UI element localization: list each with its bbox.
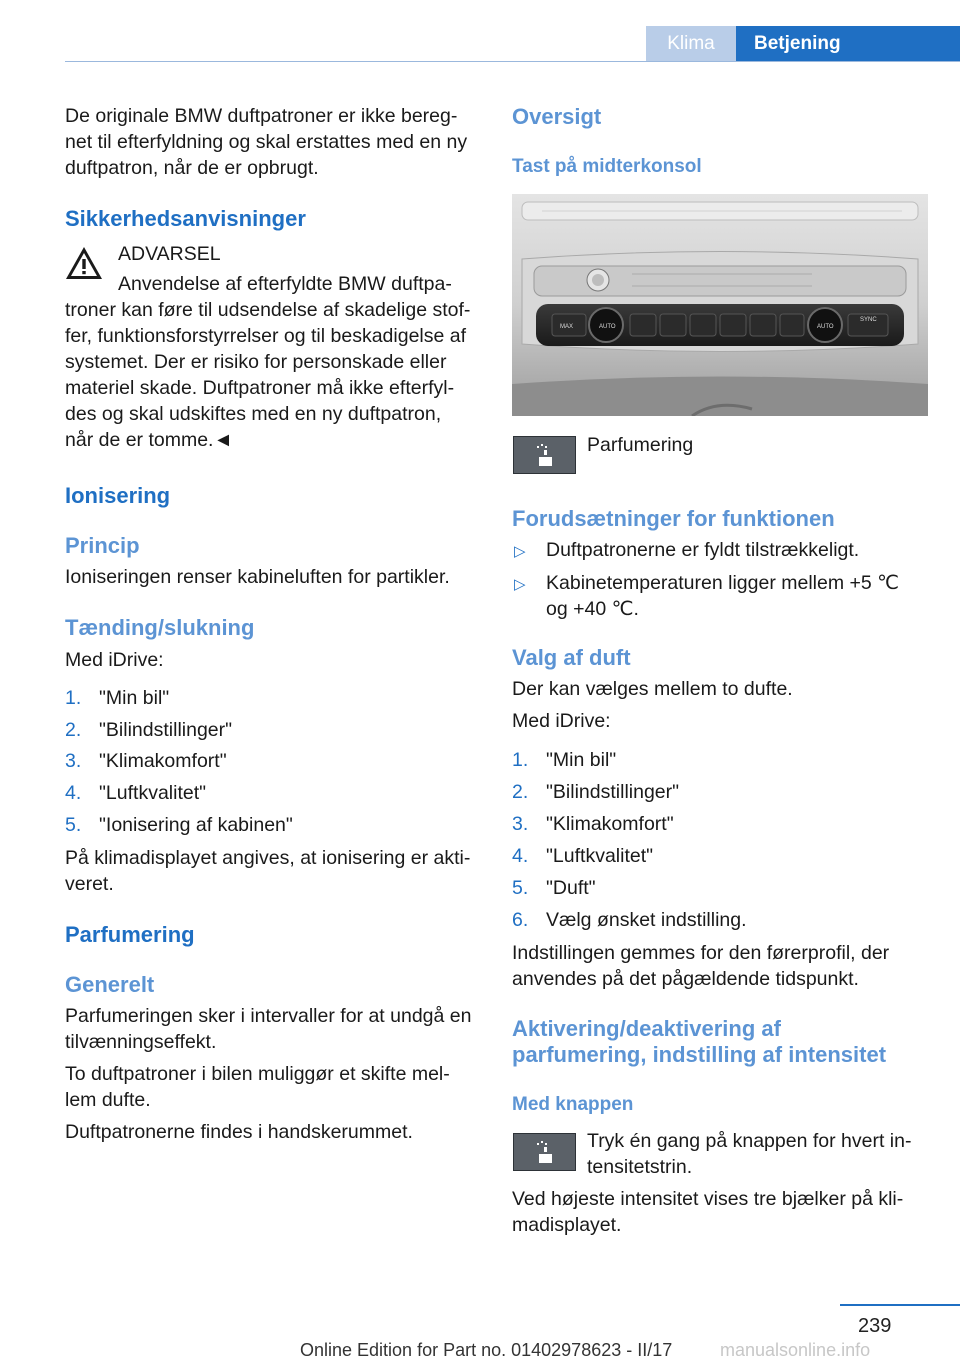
warning-line-3: fer, funktionsforstyrrelser og til beskadigelse af	[65, 325, 467, 347]
ion-note-line-1: På klimadisplayet angives, at ionisering er akti-	[65, 847, 471, 869]
press-line-1: Tryk én gang på knappen for hvert in-	[587, 1130, 912, 1152]
header-section-tab: Klima	[646, 26, 736, 61]
intro-line-2: net til efterfyldning og skal erstattes med en ny	[65, 131, 468, 153]
triangle-bullet-icon: ▷	[514, 543, 526, 560]
idrive-label-right: Med iDrive:	[512, 710, 611, 732]
perfume-button-icon	[513, 436, 576, 474]
list-text: Duftpatronerne er fyldt tilstrækkeligt.	[546, 539, 860, 561]
list-number: 6.	[512, 909, 529, 931]
list-text: "Min bil"	[99, 687, 170, 709]
stored-line-2: anvendes på det pågældende tidspunkt.	[512, 968, 859, 990]
warning-line-4: systemet. Der er risiko for personskade eller	[65, 351, 447, 373]
max-line-1: Ved højeste intensitet vises tre bjælker på kli-	[512, 1188, 904, 1210]
perfume-button-icon	[513, 1133, 576, 1171]
oversigt-heading: Oversigt	[512, 104, 602, 129]
list-text: Vælg ønsket indstilling.	[546, 909, 747, 931]
intro-line-1: De originale BMW duftpatroner er ikke bereg-	[65, 105, 458, 127]
prereq-heading: Forudsætninger for funktionen	[512, 506, 835, 531]
generelt-line-1: Parfumeringen sker i intervaller for at undgå en	[65, 1005, 472, 1027]
stored-line-1: Indstillingen gemmes for den førerprofil, der	[512, 942, 890, 964]
footer-rule	[840, 1304, 960, 1306]
climate-panel-image	[512, 194, 928, 416]
list-number: 4.	[512, 845, 529, 867]
ionisering-heading: Ionisering	[65, 483, 171, 508]
list-number: 1.	[512, 749, 529, 771]
triangle-bullet-icon: ▷	[514, 576, 526, 593]
list-number: 2.	[65, 719, 82, 741]
generelt-heading: Generelt	[65, 972, 155, 997]
panel-auto-label: AUTO	[599, 324, 616, 330]
list-number: 5.	[512, 877, 529, 899]
list-number: 3.	[512, 813, 529, 835]
max-line-2: madisplayet.	[512, 1214, 622, 1236]
activate-heading-line-2: parfumering, indstilling af intensitet	[512, 1042, 887, 1067]
list-text: "Min bil"	[546, 749, 617, 771]
page-number: 239	[858, 1315, 892, 1337]
warning-line-6: des og skal udskiftes med en ny duftpatron,	[65, 403, 442, 425]
list-text: "Luftkvalitet"	[99, 782, 207, 804]
idrive-label-left: Med iDrive:	[65, 649, 164, 671]
watermark: manualsonline.info	[720, 1340, 871, 1360]
choice-text: Der kan vælges mellem to dufte.	[512, 678, 793, 700]
warning-line-7: når de er tomme.◄	[65, 429, 233, 451]
warning-label: ADVARSEL	[118, 243, 221, 265]
list-text: Kabinetemperaturen ligger mellem +5 ℃	[546, 572, 900, 594]
glovebox-text: Duftpatronerne findes i handskerummet.	[65, 1121, 413, 1143]
panel-sync-label: SYNC	[860, 317, 877, 323]
list-text: "Klimakomfort"	[99, 750, 227, 772]
list-number: 5.	[65, 814, 82, 836]
header-rule	[65, 61, 960, 62]
generelt-line-2: tilvænningseffekt.	[65, 1031, 217, 1053]
princip-text: Ioniseringen renser kabineluften for partikler.	[65, 566, 450, 588]
list-number: 3.	[65, 750, 82, 772]
footer-edition: Online Edition for Part no. 01402978623 - II/17	[300, 1340, 673, 1360]
list-number: 4.	[65, 782, 82, 804]
header-chapter-tab: Betjening	[736, 26, 960, 61]
warning-icon	[64, 244, 104, 282]
two-cartridges-line-1: To duftpatroner i bilen muliggør et skifte mel-	[65, 1063, 450, 1085]
list-number: 1.	[65, 687, 82, 709]
intro-line-3: duftpatron, når de er opbrugt.	[65, 157, 319, 179]
button-heading: Med knappen	[512, 1094, 634, 1115]
warning-line-1: Anvendelse af efterfyldte BMW duftpa-	[118, 273, 452, 295]
list-text: "Bilindstillinger"	[99, 719, 233, 741]
list-text: "Klimakomfort"	[546, 813, 674, 835]
list-text: "Duft"	[546, 877, 596, 899]
list-number: 2.	[512, 781, 529, 803]
list-text: "Ionisering af kabinen"	[99, 814, 293, 836]
ion-note-line-2: veret.	[65, 873, 114, 895]
safety-heading: Sikkerhedsanvisninger	[65, 206, 306, 231]
warning-line-5: materiel skade. Duftpatroner må ikke efterfyl-	[65, 377, 455, 399]
princip-heading: Princip	[65, 533, 140, 558]
perfume-button-label: Parfumering	[587, 434, 694, 456]
list-text: "Bilindstillinger"	[546, 781, 680, 803]
list-text: og +40 ℃.	[546, 598, 639, 620]
choice-heading: Valg af duft	[512, 645, 631, 670]
panel-auto-right-label: AUTO	[817, 324, 834, 330]
panel-max-label: MAX	[560, 324, 574, 330]
console-heading: Tast på midterkonsol	[512, 156, 702, 177]
press-line-2: tensitetstrin.	[587, 1156, 693, 1178]
parfumering-heading: Parfumering	[65, 922, 195, 947]
warning-line-2: troner kan føre til udsendelse af skadelige stof-	[65, 299, 471, 321]
list-text: "Luftkvalitet"	[546, 845, 654, 867]
onoff-heading: Tænding/slukning	[65, 615, 255, 640]
two-cartridges-line-2: lem dufte.	[65, 1089, 151, 1111]
activate-heading-line-1: Aktivering/deaktivering af	[512, 1016, 781, 1041]
